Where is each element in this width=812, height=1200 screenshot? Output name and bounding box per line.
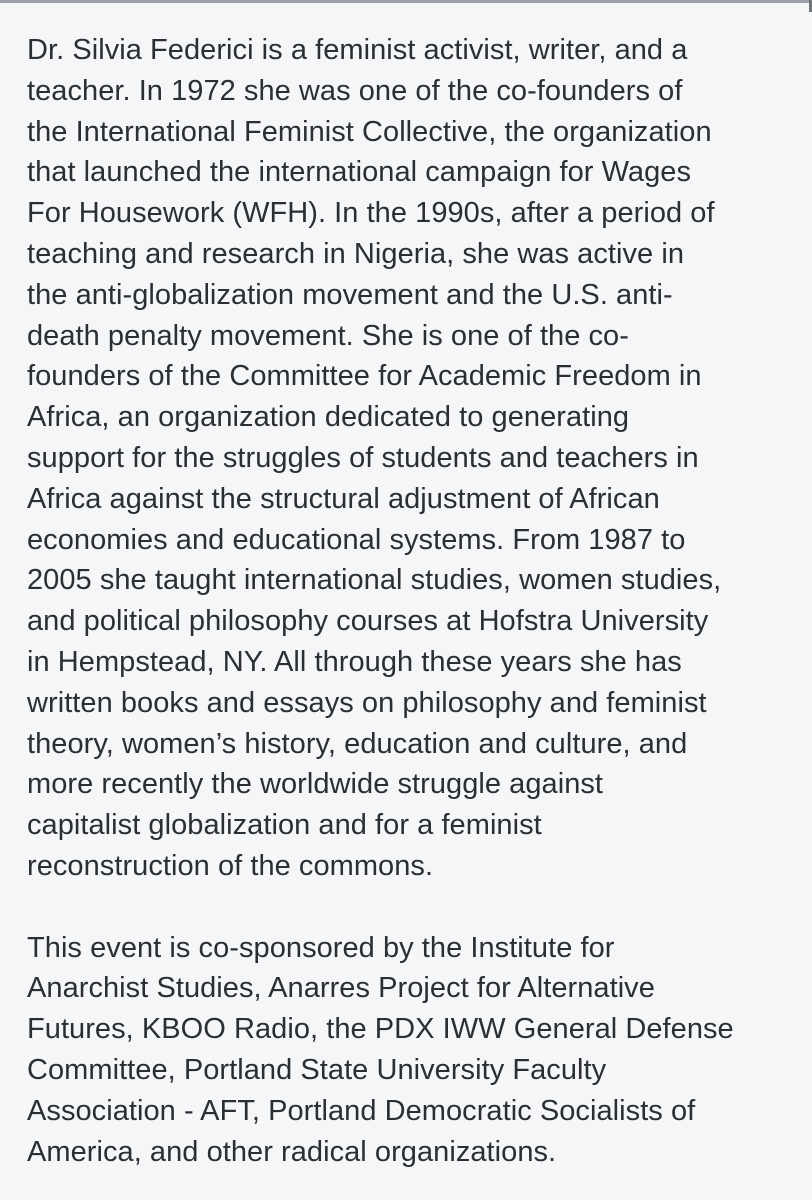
bio-line: Africa, an organization dedicated to generating: [27, 401, 630, 434]
sponsor-line: Futures, KBOO Radio, the PDX IWW General Defense: [27, 1013, 734, 1046]
bio-line: reconstruction of the commons.: [27, 849, 434, 882]
bio-paragraph: [27, 30, 807, 887]
bio-line: 2005 she taught international studies, women studies,: [27, 564, 722, 597]
bio-line: that launched the international campaign for Wages: [27, 156, 692, 189]
bio-line: theory, women’s history, education and culture, and: [27, 727, 688, 760]
bio-line: written books and essays on philosophy and feminist: [27, 686, 707, 719]
sponsor-line: Committee, Portland State University Faculty: [27, 1053, 607, 1086]
sponsor-line: This event is co-sponsored by the Institute for: [27, 931, 615, 964]
bio-line: capitalist globalization and for a feminist: [27, 809, 542, 842]
bio-line: Dr. Silvia Federici is a feminist activist, writer, and a: [27, 34, 688, 66]
post-body: [27, 30, 807, 1172]
bio-line: the anti-globalization movement and the U.S. anti-: [27, 278, 673, 311]
bio-line: economies and educational systems. From 1987 to: [27, 523, 686, 556]
bio-line: Africa against the structural adjustment of African: [27, 482, 660, 515]
bio-line: more recently the worldwide struggle against: [27, 768, 604, 801]
sponsor-line: Anarchist Studies, Anarres Project for Alternative: [27, 972, 655, 1005]
bio-line: death penalty movement. She is one of the co-: [27, 319, 629, 352]
sponsor-paragraph: [27, 928, 807, 1173]
bio-line: the International Feminist Collective, the organization: [27, 115, 712, 148]
top-divider: [0, 0, 812, 3]
bio-line: teaching and research in Nigeria, she was active in: [27, 237, 685, 270]
sponsor-line: Association - AFT, Portland Democratic Socialists of: [27, 1094, 696, 1127]
bio-line: founders of the Committee for Academic Freedom in: [27, 360, 702, 393]
bio-line: in Hempstead, NY. All through these years she has: [27, 645, 682, 678]
bio-line: teacher. In 1972 she was one of the co-founders of: [27, 74, 683, 107]
paragraph-gap: [27, 887, 807, 928]
sponsor-line: America, and other radical organizations.: [27, 1135, 557, 1168]
bio-line: For Housework (WFH). In the 1990s, after a period of: [27, 197, 715, 230]
bio-line: and political philosophy courses at Hofstra University: [27, 605, 709, 638]
bio-line: support for the struggles of students and teachers in: [27, 441, 699, 474]
